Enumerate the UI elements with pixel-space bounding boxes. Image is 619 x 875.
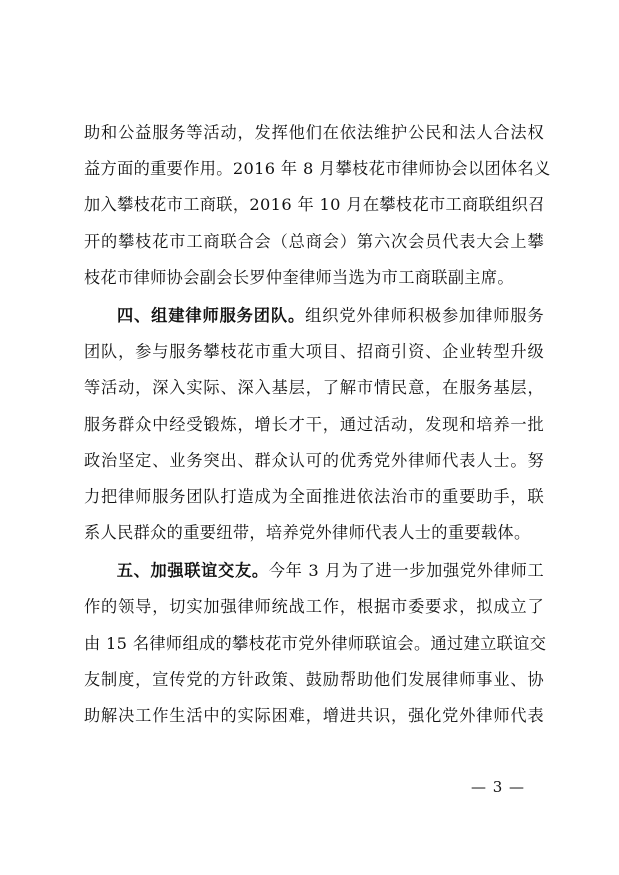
paragraph-3-line-1 (84, 553, 544, 589)
paragraph-2-line-6: 力把律师服务团队打造成为全面推进依法治市的重要助手，联 (84, 486, 544, 506)
paragraph-2-line-1-text: 组织党外律师积极参加律师服务 (305, 305, 544, 325)
paragraph-1-line-3: 加入攀枝花市工商联，2016 年 10 月在攀枝花市工商联组织召 (84, 195, 545, 215)
paragraph-1-line-5: 枝花市律师协会副会长罗仲奎律师当选为市工商联副主席。 (84, 267, 514, 287)
paragraph-3-line-5: 助解决工作生活中的实际困难，增进共识，强化党外律师代表 (84, 706, 544, 725)
paragraph-3-line-3: 由 15 名律师组成的攀枝花市党外律师联谊会。通过建立联谊交 (84, 633, 547, 653)
paragraph-2-line-1 (84, 298, 544, 334)
paragraph-2 (84, 298, 544, 551)
document-body (84, 115, 551, 734)
paragraph-1-line-4: 开的攀枝花市工商联合会（总商会）第六次会员代表大会上攀 (84, 231, 544, 251)
paragraph-2-line-3: 等活动，深入实际、深入基层，了解市情民意，在服务基层， (84, 378, 544, 398)
paragraph-2-line-7: 系人民群众的重要纽带，培养党外律师代表人士的重要载体。 (84, 523, 531, 543)
paragraph-1 (84, 115, 551, 296)
paragraph-2-heading: 四、组建律师服务团队。 (116, 305, 306, 325)
paragraph-3 (84, 553, 547, 734)
paragraph-1-line-1: 助和公益服务等活动，发挥他们在依法维护公民和法人合法权 (84, 123, 544, 142)
paragraph-2-line-2: 团队，参与服务攀枝花市重大项目、招商引资、企业转型升级 (84, 342, 544, 362)
paragraph-2-line-5: 政治坚定、业务突出、群众认可的优秀党外律师代表人士。努 (84, 450, 544, 470)
paragraph-3-heading: 五、加强联谊交友。 (116, 561, 269, 581)
paragraph-3-line-4: 友制度，宣传党的方针政策、鼓励帮助他们发展律师事业、协 (84, 669, 544, 689)
page-number: — 3 — (470, 778, 526, 796)
paragraph-1-line-2: 益方面的重要作用。2016 年 8 月攀枝花市律师协会以团体名义 (84, 159, 551, 179)
paragraph-2-line-4: 服务群众中经受锻炼，增长才干，通过活动，发现和培养一批 (84, 414, 544, 434)
paragraph-3-line-1-text: 今年 3 月为了进一步加强党外律师工 (268, 561, 544, 581)
paragraph-3-line-2: 作的领导，切实加强律师统战工作，根据市委要求，拟成立了 (84, 597, 544, 617)
